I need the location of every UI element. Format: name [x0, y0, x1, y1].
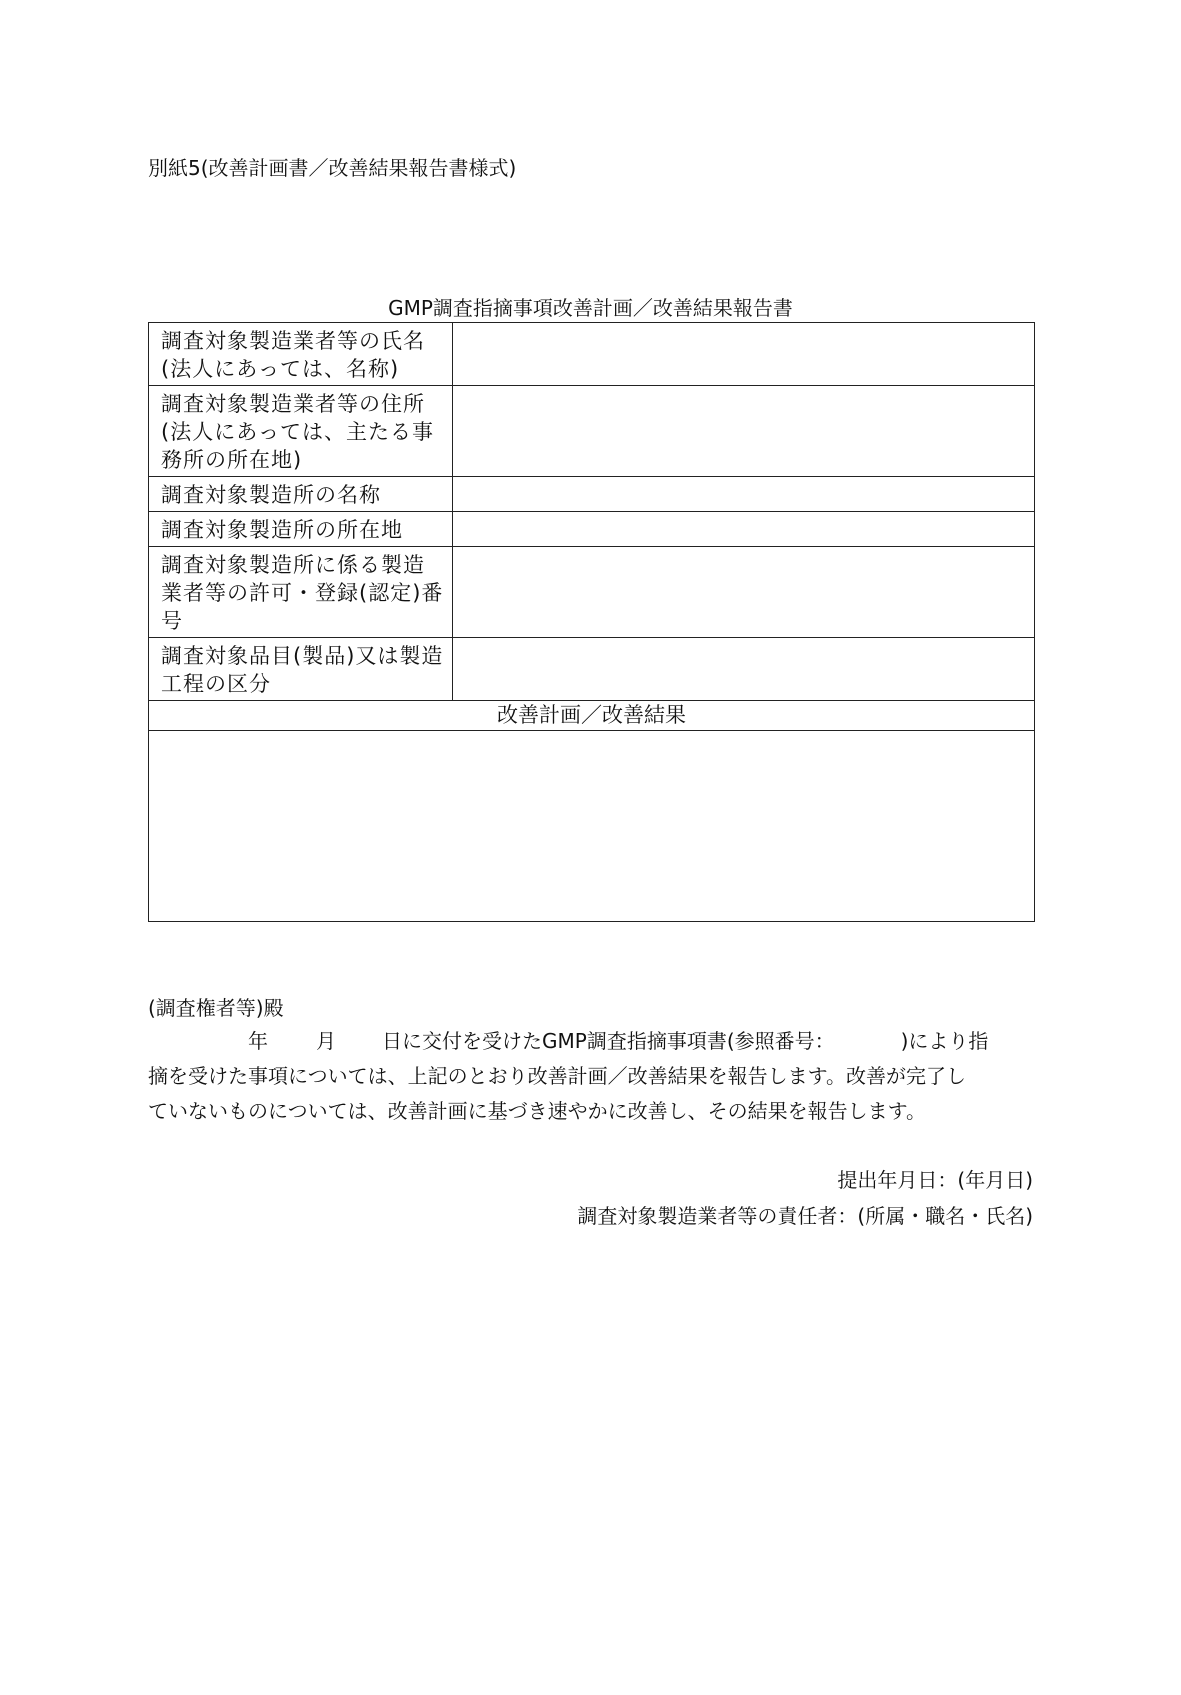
issued-text: 日に交付を受けたGMP調査指摘事項書(参照番号：	[382, 1029, 835, 1053]
row-value-license-number[interactable]	[453, 547, 1035, 638]
signature-block	[577, 1162, 1033, 1234]
section-heading-improvement: 改善計画／改善結果	[149, 701, 1035, 731]
month-unit: 月	[316, 1029, 336, 1053]
row-label-license-number: 調査対象製造所に係る製造業者等の許可・登録(認定)番号	[149, 547, 453, 638]
row-label-facility-name: 調査対象製造所の名称	[149, 477, 453, 512]
statement-line-2: 摘を受けた事項については、上記のとおり改善計画／改善結果を報告します。改善が完了し	[148, 1064, 966, 1088]
row-label-manufacturer-address: 調査対象製造業者等の住所(法人にあっては、主たる事務所の所在地)	[149, 386, 453, 477]
annex-heading: 別紙5(改善計画書／改善結果報告書様式)	[148, 156, 517, 180]
recipient-line: (調査権者等)殿	[148, 996, 284, 1020]
year-unit: 年	[248, 1029, 268, 1053]
improvement-notes-area[interactable]	[149, 731, 1035, 922]
table-row	[149, 323, 1035, 386]
report-statement	[148, 1024, 1033, 1129]
row-value-facility-location[interactable]	[453, 512, 1035, 547]
table-row	[149, 386, 1035, 477]
table-row	[149, 477, 1035, 512]
statement-line-1	[148, 1024, 1033, 1059]
statement-line-3: ていないものについては、改善計画に基づき速やかに改善し、その結果を報告します。	[148, 1099, 926, 1123]
row-value-product-category[interactable]	[453, 638, 1035, 701]
table-row	[149, 731, 1035, 922]
table-row	[149, 547, 1035, 638]
submission-date: 提出年月日：(年月日)	[837, 1168, 1033, 1192]
table-row	[149, 701, 1035, 731]
responsible-person: 調査対象製造業者等の責任者：(所属・職名・氏名)	[577, 1204, 1033, 1228]
line1-end-text: )により指	[900, 1029, 989, 1053]
table-row	[149, 512, 1035, 547]
row-label-manufacturer-name: 調査対象製造業者等の氏名(法人にあっては、名称)	[149, 323, 453, 386]
row-value-manufacturer-address[interactable]	[453, 386, 1035, 477]
table-row	[149, 638, 1035, 701]
row-label-product-category: 調査対象品目(製品)又は製造工程の区分	[149, 638, 453, 701]
row-value-manufacturer-name[interactable]	[453, 323, 1035, 386]
form-title: GMP調査指摘事項改善計画／改善結果報告書	[388, 296, 793, 320]
report-form-table	[148, 322, 1035, 922]
row-value-facility-name[interactable]	[453, 477, 1035, 512]
row-label-facility-location: 調査対象製造所の所在地	[149, 512, 453, 547]
